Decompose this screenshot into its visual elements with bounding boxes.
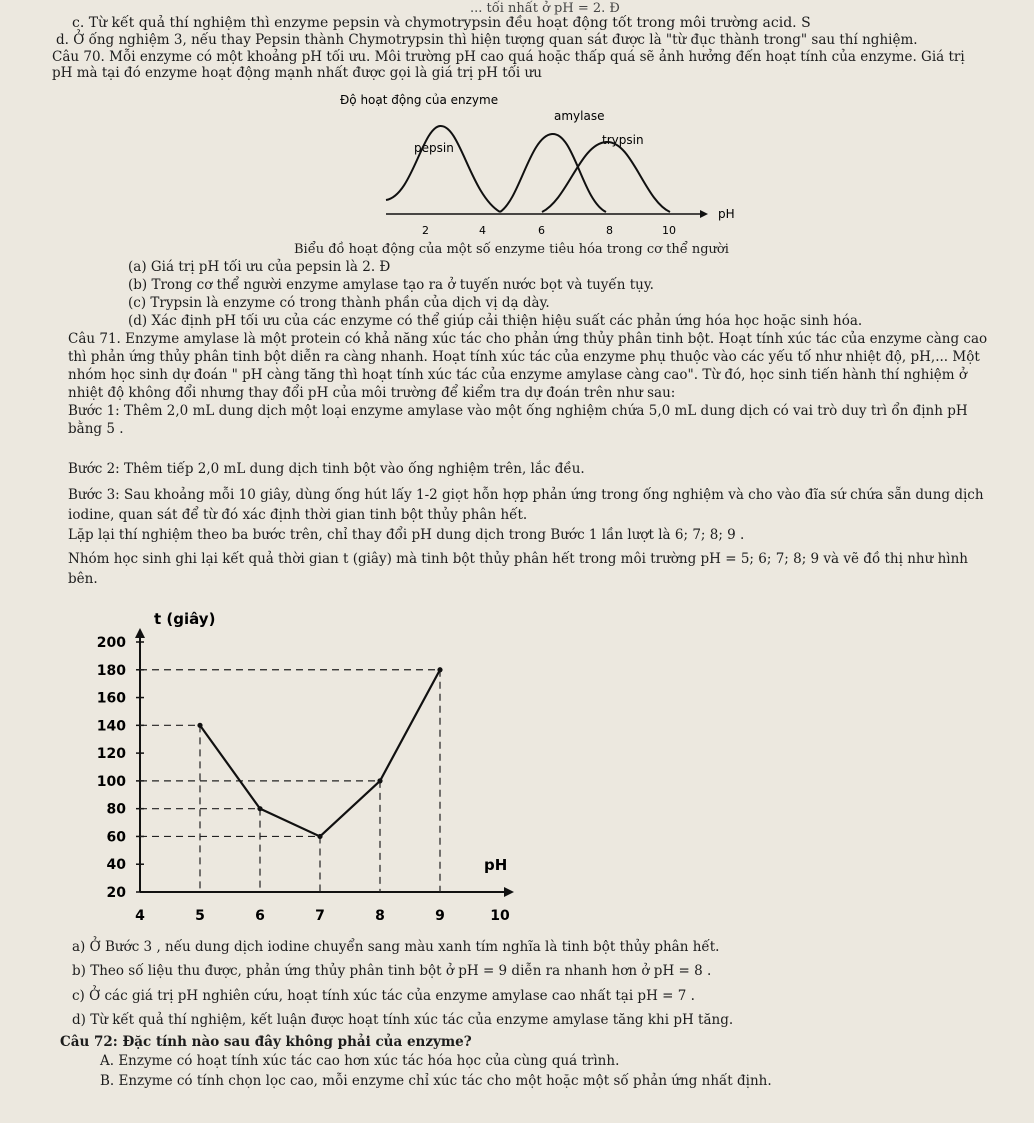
label-trypsin: trypsin: [602, 133, 644, 147]
trypsin-curve: [542, 142, 670, 212]
q71-record-cont: bên.: [68, 571, 98, 587]
q71-step-1-cont: bằng 5 .: [68, 421, 124, 437]
q71-option-d: d) Từ kết quả thí nghiệm, kết luận được hoạt tính xúc tác của enzyme amylase tăng khi pH tăng.: [72, 1012, 734, 1028]
x-axis-label: pH: [484, 856, 508, 874]
y-tick-label: 40: [106, 857, 126, 874]
y-tick-label: 60: [106, 829, 126, 846]
data-point: [317, 834, 322, 839]
statement-c: c. Từ kết quả thí nghiệm thì enzyme pepsin và chymotrypsin đều hoạt động tốt trong môi trường acid. S: [72, 15, 811, 31]
label-amylase: amylase: [554, 109, 605, 123]
q71-step-3-cont: iodine, quan sát để từ đó xác định thời gian tinh bột thủy phân hết.: [68, 507, 528, 523]
x-tick-label: 5: [195, 908, 205, 924]
data-point: [197, 723, 202, 728]
y-tick-label: 80: [106, 801, 126, 818]
enzyme-activity-chart: [330, 84, 750, 254]
x-tick-label: 4: [135, 908, 145, 924]
q70-option-b: (b) Trong cơ thể người enzyme amylase tạo ra ở tuyến nước bọt và tuyến tụy.: [128, 277, 654, 293]
x-tick-label: 9: [435, 908, 445, 924]
y-tick-label: 180: [96, 662, 126, 679]
enzyme-chart-caption: Biểu đồ hoạt động của một số enzyme tiêu hóa trong cơ thể người: [294, 242, 729, 257]
enzyme-tick-8: 8: [606, 224, 613, 237]
enzyme-chart-title: Độ hoạt động của enzyme: [340, 93, 499, 107]
q71-line-2: thì phản ứng thủy phân tinh bột diễn ra càng nhanh. Hoạt tính xúc tác của enzyme phụ thuộc vào các yếu tố như nhiệt độ, pH,... Một: [68, 349, 980, 365]
x-tick-label: 7: [315, 908, 325, 924]
amylase-curve: [500, 134, 606, 212]
enzyme-tick-4: 4: [479, 224, 486, 237]
q70-option-c: (c) Trypsin là enzyme có trong thành phần của dịch vị dạ dày.: [128, 295, 550, 311]
q71-option-c: c) Ở các giá trị pH nghiên cứu, hoạt tính xúc tác của enzyme amylase cao nhất tại pH = 7 .: [72, 988, 695, 1004]
y-tick-label: 20: [106, 885, 126, 901]
y-tick-label: 120: [96, 746, 126, 763]
q71-line-4: nhiệt độ không đổi nhưng thay đổi pH của môi trường để kiểm tra dự đoán trên như sau:: [68, 385, 676, 401]
y-tick-label: 200: [96, 635, 126, 651]
y-tick-label: 160: [96, 690, 126, 707]
enzyme-x-label: pH: [718, 207, 735, 221]
data-point: [257, 806, 262, 811]
data-point: [377, 778, 382, 783]
q70-option-a: (a) Giá trị pH tối ưu của pepsin là 2. Đ: [128, 259, 391, 275]
q70-option-d: (d) Xác định pH tối ưu của các enzyme có thể giúp cải thiện hiệu suất các phản ứng hóa học hoặc sinh hóa.: [128, 313, 863, 329]
top-fragment: ... tối nhất ở pH = 2. Đ: [470, 1, 620, 16]
y-tick-label: 100: [96, 773, 126, 790]
q71-repeat: Lặp lại thí nghiệm theo ba bước trên, chỉ thay đổi pH dung dịch trong Bước 1 lần lượt là 6; 7; 8; 9 .: [68, 527, 745, 543]
x-tick-label: 10: [490, 908, 510, 924]
q71-line-1: Câu 71. Enzyme amylase là một protein có khả năng xúc tác cho phản ứng thủy phân tinh bột. Hoạt tính xúc tác của enzyme càng cao: [68, 331, 988, 347]
q71-option-b: b) Theo số liệu thu được, phản ứng thủy phân tinh bột ở pH = 9 diễn ra nhanh hơn ở pH = 8 .: [72, 963, 712, 979]
x-tick-label: 8: [375, 908, 385, 924]
q71-option-a: a) Ở Bước 3 , nếu dung dịch iodine chuyển sang màu xanh tím nghĩa là tinh bột thủy phân hết.: [72, 939, 720, 955]
q71-step-3: Bước 3: Sau khoảng mỗi 10 giây, dùng ống hút lấy 1-2 giọt hỗn hợp phản ứng trong ống nghiệm và cho vào đĩa sứ chứa sẵn dung dịch: [68, 487, 984, 503]
enzyme-tick-6: 6: [538, 224, 545, 237]
y-tick-label: 140: [96, 718, 126, 735]
enzyme-tick-10: 10: [662, 224, 676, 237]
q71-record: Nhóm học sinh ghi lại kết quả thời gian t (giây) mà tinh bột thủy phân hết trong môi trường pH = 5; 6; 7; 8; 9 và vẽ đồ thị như hình: [68, 551, 968, 567]
q72-question: Câu 72: Đặc tính nào sau đây không phải của enzyme?: [60, 1034, 472, 1050]
q70-intro-2: pH mà tại đó enzyme hoạt động mạnh nhất được gọi là giá trị pH tối ưu: [52, 65, 542, 81]
x-axis-arrow: [504, 887, 514, 897]
q71-step-1: Bước 1: Thêm 2,0 mL dung dịch một loại enzyme amylase vào một ống nghiệm chứa 5,0 mL dung dịch có vai trò duy trì ổn định pH: [68, 403, 968, 419]
series-line: [200, 670, 440, 837]
q72-option-b: B. Enzyme có tính chọn lọc cao, mỗi enzyme chỉ xúc tác cho một hoặc một số phản ứng nhất định.: [100, 1073, 772, 1089]
y-axis-label: t (giây): [154, 610, 216, 628]
pepsin-curve: [386, 126, 500, 212]
enzyme-tick-2: 2: [422, 224, 429, 237]
q72-option-a: A. Enzyme có hoạt tính xúc tác cao hơn xúc tác hóa học của cùng quá trình.: [100, 1053, 620, 1069]
y-axis-arrow: [135, 628, 145, 638]
statement-d: d. Ở ống nghiệm 3, nếu thay Pepsin thành Chymotrypsin thì hiện tượng quan sát được là "từ đục thành trong" sau thí nghiệm.: [56, 32, 918, 48]
x-axis-arrow: [700, 210, 708, 218]
data-point: [437, 667, 442, 672]
label-pepsin: pepsin: [414, 141, 454, 155]
q71-line-3: nhóm học sinh dự đoán " pH càng tăng thì hoạt tính xúc tác của enzyme amylase càng cao". Từ đó, học sinh tiến hành thí nghiệm ở: [68, 367, 968, 383]
q71-step-2: Bước 2: Thêm tiếp 2,0 mL dung dịch tinh bột vào ống nghiệm trên, lắc đều.: [68, 461, 585, 477]
x-tick-label: 6: [255, 908, 265, 924]
time-vs-ph-chart: [80, 592, 540, 937]
q70-intro: Câu 70. Mỗi enzyme có một khoảng pH tối ưu. Môi trường pH cao quá hoặc thấp quá sẽ ảnh hưởng đến hoạt tính của enzyme. Giá trị: [52, 49, 965, 65]
